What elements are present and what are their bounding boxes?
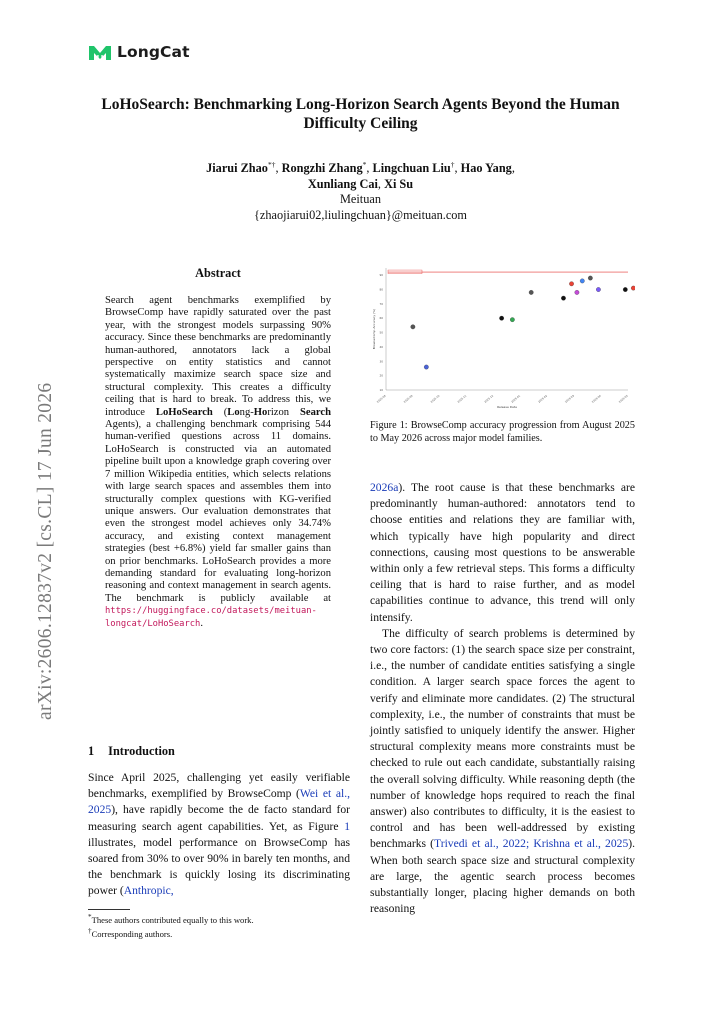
footnote bbox=[88, 912, 350, 926]
y-tick-label: 90 bbox=[379, 273, 383, 278]
data-point bbox=[411, 325, 415, 329]
data-point bbox=[561, 296, 565, 300]
paper-title: LoHoSearch: Benchmarking Long-Horizon Search Agents Beyond the Human Difficulty Ceiling bbox=[101, 96, 620, 132]
author-name: Hao Yang bbox=[460, 161, 512, 176]
x-tick-label: 2025-08 bbox=[376, 394, 387, 404]
x-tick-label: 2025-12 bbox=[483, 394, 495, 404]
abstract-text: rizon bbox=[267, 406, 300, 418]
data-point bbox=[623, 287, 627, 291]
paragraph bbox=[370, 480, 635, 626]
dataset-link[interactable]: https://huggingface.co/datasets/meituan-longcat/LoHoSearch bbox=[105, 606, 317, 629]
data-point bbox=[424, 365, 428, 369]
x-tick-label: 2025-10 bbox=[430, 394, 441, 404]
author-sep: , bbox=[275, 161, 282, 176]
x-tick-label: 2026-03 bbox=[564, 394, 575, 404]
footnote-mark: † bbox=[88, 927, 92, 936]
citation-link[interactable]: Trivedi et al., 2022; Krishna et al., 2025 bbox=[434, 837, 629, 851]
chart-axes bbox=[372, 268, 629, 409]
abstract-text: Ho bbox=[253, 406, 268, 418]
author-sep: , bbox=[377, 176, 385, 191]
abstract-heading: Abstract bbox=[195, 266, 241, 280]
y-axis-label: BrowseComp Accuracy (%) bbox=[372, 308, 376, 350]
author-mark: * bbox=[362, 160, 367, 169]
logo-text: LongCat bbox=[117, 43, 190, 61]
intro-paragraph bbox=[88, 770, 350, 900]
author-name: Xi Su bbox=[384, 176, 414, 191]
abstract-text: ng- bbox=[239, 406, 254, 418]
abstract-text: ( bbox=[212, 406, 228, 418]
author-sep: , bbox=[511, 161, 515, 176]
footnote-rule bbox=[88, 909, 130, 910]
longcat-logo-icon bbox=[88, 43, 112, 61]
author-name: Lingchuan Liu bbox=[372, 161, 451, 176]
footnote-text: These authors contributed equally to this work. bbox=[91, 914, 254, 925]
paragraph bbox=[370, 626, 635, 918]
y-tick-label: 70 bbox=[379, 301, 383, 306]
citation-link[interactable]: 2026a bbox=[370, 481, 399, 494]
footnotes bbox=[88, 912, 350, 941]
y-tick-label: 20 bbox=[379, 373, 383, 378]
affiliation: Meituan bbox=[340, 192, 381, 207]
data-point bbox=[569, 282, 573, 286]
x-tick-label: 2025-09 bbox=[403, 394, 414, 404]
figure-1-chart bbox=[370, 262, 635, 410]
citation-link[interactable]: Anthropic, bbox=[123, 884, 174, 898]
y-tick-label: 80 bbox=[379, 287, 383, 292]
right-column-text bbox=[370, 480, 635, 917]
author-name: Jiarui Zhao bbox=[206, 161, 268, 176]
author-name: Xunliang Cai bbox=[307, 176, 378, 191]
data-point bbox=[529, 290, 533, 294]
author-block bbox=[80, 157, 641, 223]
section-title: Introduction bbox=[108, 744, 175, 758]
intro-text: ), have rapidly become the de facto standard for measuring search agent capabilities. Yet, as Figure bbox=[88, 803, 350, 833]
author-sep: , bbox=[366, 161, 373, 176]
x-tick-label: 2026-02 bbox=[537, 394, 548, 404]
intro-text: illustrates, model performance on BrowseComp has soared from 30% to over 90% in barely ten months, and the benchmark is quickly losing its discriminating power ( bbox=[88, 835, 350, 898]
author-sep: , bbox=[454, 161, 461, 176]
data-point bbox=[575, 290, 579, 294]
y-tick-label: 10 bbox=[379, 388, 383, 392]
figure-ref-link[interactable]: 1 bbox=[344, 819, 350, 833]
author-mark: † bbox=[450, 160, 455, 169]
paragraph-text: ). The root cause is that these benchmarks are predominantly human-authored: annotators tend to choose entities and relations they are familiar with, which typically have high popularity and direct connections, causing most questions to be answerable within only a few retrieval steps. This forms a difficulty ceiling that is hard to raise further, and as model capabilities continue to advance, this trend will only intensify. bbox=[370, 481, 635, 624]
section-number: 1 bbox=[88, 744, 95, 758]
x-tick-label: 2026-05 bbox=[618, 394, 629, 404]
footnote-text: Corresponding authors. bbox=[91, 929, 173, 940]
x-axis-label: Release Date bbox=[497, 405, 517, 409]
logo bbox=[88, 43, 190, 61]
abstract-text: . bbox=[200, 617, 203, 629]
abstract-text: a challenging benchmark comprising 544 human-verified questions across 11 domains. LoHoSearch is constructed via an automated pipeline built upon a knowledge graph covering over 7 million Wikipedia entities, which selects relations with large search spaces and assembles them into structurally complex questions with KG-verified unique answers. Our evaluation demonstrates that even the strongest model achieves only 34.74% accuracy, and existing context management strategies (best +6.8%) yield far smaller gains than on prior benchmarks. LoHoSearch provides a more demanding standard for evaluating long-horizon reasoning and context management in search agents. The benchmark is publicly available at bbox=[105, 419, 331, 604]
chart-marks bbox=[388, 270, 635, 369]
paragraph-text: The difficulty of search problems is determined by two core factors: (1) the search space size per constraint, i.e., the number of candidate entities satisfying a single condition. A larger search space forces the agent to verify and eliminate more candidates. (2) The structural complexity, i.e., the number of constraints that must be jointly satisfied to uniquely identify the answer. Higher structural complexity means more constraints must be checked to rule out each candidate, substantially raising the overall solving difficulty. While reasoning depth (the number of knowledge hops required to reach the final answer) also contributes to difficulty, it is the easiest to control and has been well-addressed by existing benchmarks ( bbox=[370, 626, 635, 851]
data-point bbox=[631, 286, 635, 290]
author-list bbox=[80, 157, 641, 177]
data-point bbox=[580, 279, 584, 283]
abstract-text: Search agent benchmarks exemplified by BrowseComp have rapidly saturated over the past year, with the strongest models surpassing 90% accuracy. Since these benchmarks are predominantly human-authored, annotators lack a global perspective on entity statistics and cannot systematically maximize search space size and structural complexity. This creates a difficulty ceiling that is hard to break. To address this, we introduce bbox=[105, 295, 331, 418]
footnote bbox=[88, 926, 350, 940]
author-name: Rongzhi Zhang bbox=[281, 161, 363, 176]
footnote-mark: * bbox=[88, 913, 92, 921]
author-list-line2 bbox=[80, 177, 641, 193]
section-heading bbox=[88, 744, 189, 759]
paragraph-text: ). When both search space size and structural complexity are large, the agentic search process becomes substantially longer, placing higher demands on both reasoning bbox=[370, 837, 636, 916]
data-point bbox=[588, 276, 592, 280]
abstract-body bbox=[105, 295, 331, 630]
x-tick-label: 2026-04 bbox=[591, 394, 602, 404]
abstract-text: Search bbox=[300, 406, 331, 418]
arxiv-identifier: arXiv:2606.12837v2 [cs.CL] 17 Jun 2026 bbox=[35, 382, 56, 720]
y-tick-label: 40 bbox=[379, 344, 383, 349]
y-tick-label: 50 bbox=[379, 330, 383, 335]
citation-link[interactable]: Wei et al., 2025 bbox=[88, 787, 350, 817]
abstract-text: Agents), bbox=[105, 419, 147, 431]
x-tick-label: 2025-11 bbox=[457, 394, 468, 404]
author-mark: *† bbox=[267, 160, 276, 169]
figure-caption: Figure 1: BrowseComp accuracy progression from August 2025 to May 2026 across major model families. bbox=[370, 420, 635, 444]
data-point bbox=[499, 316, 503, 320]
intro-text: Since April 2025, challenging yet easily verifiable benchmarks, exemplified by BrowseComp ( bbox=[88, 771, 350, 801]
data-point bbox=[596, 287, 600, 291]
y-tick-label: 60 bbox=[379, 316, 383, 321]
data-point bbox=[510, 317, 514, 321]
benchmark-name: LoHoSearch bbox=[155, 406, 213, 418]
y-tick-label: 30 bbox=[379, 359, 383, 364]
x-tick-label: 2026-01 bbox=[510, 394, 522, 404]
email: {zhaojiarui02,liulingchuan}@meituan.com bbox=[254, 207, 467, 222]
abstract-text: Lo bbox=[227, 406, 240, 418]
